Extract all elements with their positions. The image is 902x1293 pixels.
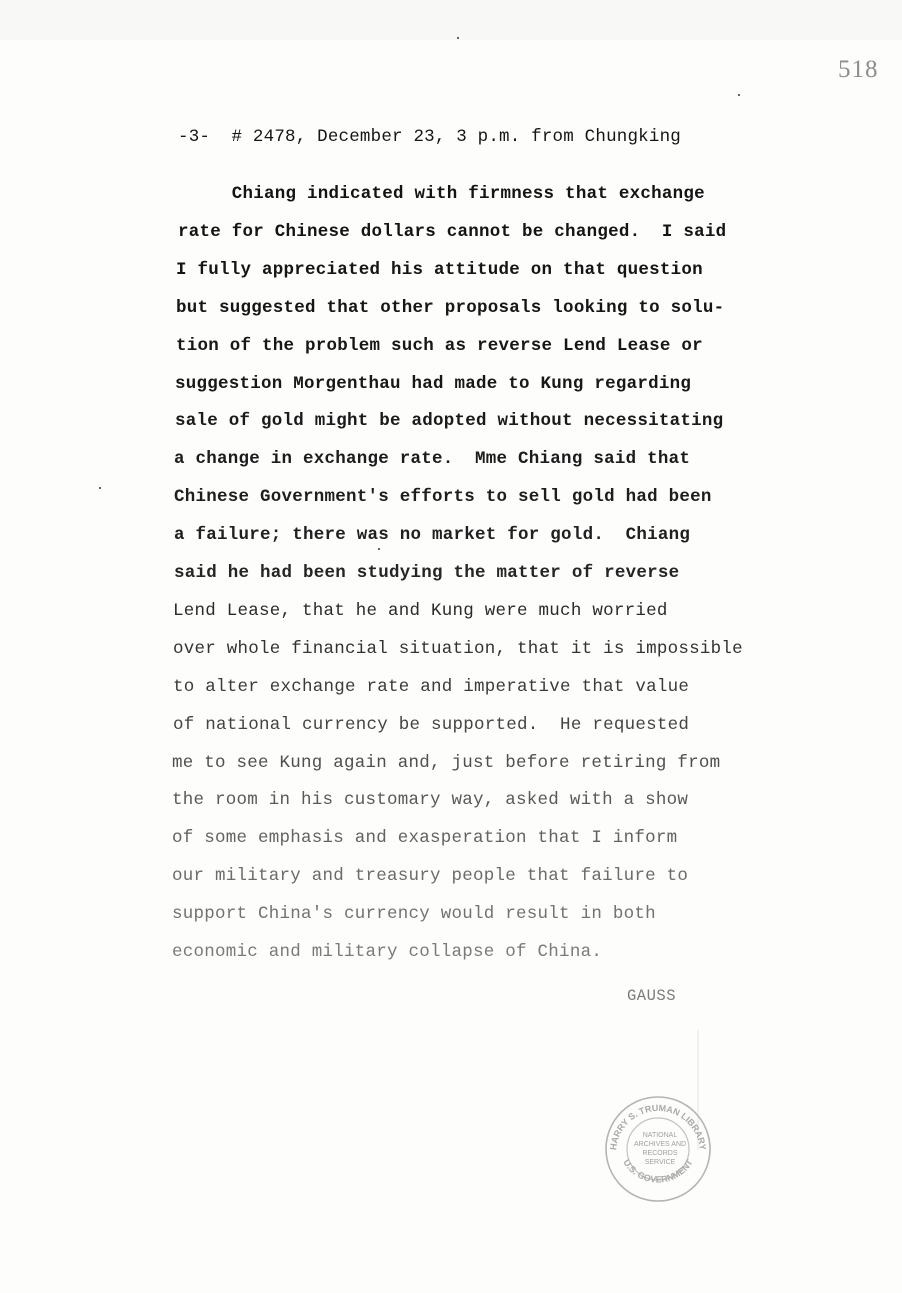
body-line: economic and military collapse of China. xyxy=(172,942,603,962)
body-line: Chiang indicated with firmness that exchange xyxy=(178,184,705,204)
body-line: the room in his customary way, asked with a show xyxy=(172,790,689,811)
body-line: tion of the problem such as reverse Lend Lease or xyxy=(176,335,703,356)
body-line: suggestion Morgenthau had made to Kung regarding xyxy=(175,373,692,394)
body-line: a failure; there was no market for gold. Chiang xyxy=(174,525,691,546)
paper-speck xyxy=(378,548,380,550)
page-number: 518 xyxy=(838,56,879,83)
body-line: Lend Lease, that he and Kung were much worried xyxy=(173,600,668,621)
body-line: over whole financial situation, that it is impossible xyxy=(173,638,743,659)
paper-speck xyxy=(457,37,459,39)
page-edge-shading xyxy=(0,0,902,40)
body-line: of national currency be supported. He requested xyxy=(173,714,690,735)
paper-speck xyxy=(99,487,101,489)
body-line: support China's currency would result in both xyxy=(172,904,656,925)
stamp-bottom-text: U.S. GOVERNMENT xyxy=(621,1157,695,1185)
body-line: to alter exchange rate and imperative that value xyxy=(173,676,690,697)
body-line: a change in exchange rate. Mme Chiang said that xyxy=(174,449,691,470)
truman-library-stamp-icon xyxy=(602,1093,714,1205)
stamp-inner-line: RECORDS xyxy=(642,1150,678,1157)
stamp-inner-text xyxy=(634,1132,686,1166)
stamp-inner-line: ARCHIVES AND xyxy=(633,1141,687,1148)
body-line: our military and treasury people that failure to xyxy=(172,866,689,887)
body-line: of some emphasis and exasperation that I inform xyxy=(172,828,678,849)
body-line: Chinese Government's efforts to sell gold had been xyxy=(174,487,712,508)
paper-speck xyxy=(738,94,740,96)
body-line: me to see Kung again and, just before retiring from xyxy=(172,752,721,773)
body-line: sale of gold might be adopted without necessitating xyxy=(175,411,724,432)
body-line: I fully appreciated his attitude on that question xyxy=(176,259,703,280)
signature: GAUSS xyxy=(627,987,677,1005)
telegram-header: -3- # 2478, December 23, 3 p.m. from Chungking xyxy=(178,127,681,147)
stamp-outer-text: HARRY S. TRUMAN LIBRARY xyxy=(608,1102,708,1151)
stamp-inner-line: SERVICE xyxy=(644,1159,676,1166)
body-line: but suggested that other proposals looking to solu- xyxy=(176,297,725,318)
body-line: rate for Chinese dollars cannot be changed. I said xyxy=(178,221,727,242)
stamp-inner-line: NATIONAL xyxy=(642,1132,678,1139)
body-line: said he had been studying the matter of reverse xyxy=(174,563,680,583)
